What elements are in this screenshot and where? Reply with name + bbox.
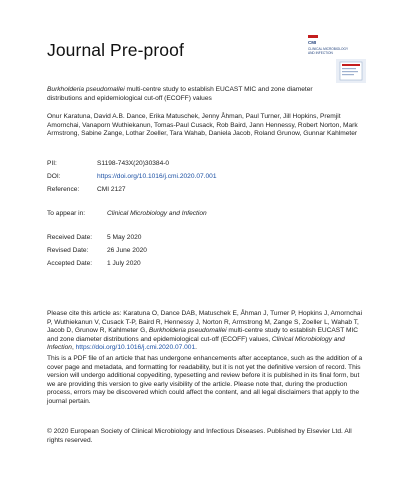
citation-separator: , [71, 344, 76, 352]
reference-label: Reference: [47, 186, 80, 193]
citation-prefix: Please cite this article as: Karatuna O, Dance DAB, Matuschek E, Åhman J, Turner P, Hopkins J, Amornchai P, Wuthiekanun V, Cusack T-P, Baird R, Hennessy J, Norton R, Armstrong M, Zange S, Zoeller L, Wahab T, Jacob D, Grunow R, Kahlmeter G, [47, 310, 363, 335]
revised-value: 26 June 2020 [107, 247, 147, 254]
journal-title: Journal Pre-proof [47, 40, 184, 60]
copyright-notice: © 2020 European Society of Clinical Microbiology and Infectious Diseases. Published by Elsevier Ltd. All rights reserved. [47, 428, 352, 444]
logo-line-1: CMI [308, 40, 317, 45]
paper-title-organism: Burkholderia pseudomallei [47, 86, 125, 93]
logo-line-2: CLINICAL MICROBIOLOGY [308, 47, 349, 51]
accepted-value: 1 July 2020 [107, 260, 141, 267]
citation-end: . [195, 344, 197, 352]
paper-title-rest: multi-centre study to establish EUCAST MIC and zone diameter distributions and epidemiological cut-off (ECOFF) values [47, 86, 313, 102]
reference-value: CMI 2127 [97, 186, 126, 193]
to-appear-label: To appear in: [47, 210, 86, 217]
journal-name: Clinical Microbiology and Infection [107, 210, 207, 217]
logo-line-3: AND INFECTION [308, 51, 333, 55]
doi-label: DOI: [47, 173, 61, 180]
accepted-label: Accepted Date: [47, 260, 93, 267]
citation-organism: Burkholderia pseudomallei [148, 327, 227, 335]
cmi-logo-icon [306, 33, 368, 85]
citation-paragraph [47, 310, 367, 353]
author-list: Onur Karatuna, David A.B. Dance, Erika Matuschek, Jenny Åhman, Paul Turner, Jill Hopkins, Premjit Amornchai, Vanaporn Wuthiekanun, Tomas-Paul Cusack, Rob Baird, Jann Hennessy, Robert Norton, Mark Armstrong, Sabine Zange, Lothar Zoeller, Tara Wahab, Daniela Jacob, Roland Grunow, Gunnar Kahlmeter [47, 113, 358, 138]
journal-logo [306, 33, 368, 85]
revised-label: Revised Date: [47, 247, 89, 254]
doi-link[interactable]: https://doi.org/10.1016/j.cmi.2020.07.001 [97, 173, 217, 180]
pre-proof-notice: This is a PDF file of an article that has undergone enhancements after acceptance, such as the addition of a cover page and metadata, and formatting for readability, but it is not yet the definitive version of record. This version will undergo additional copyediting, typesetting and review before it is published in its final form, but we are providing this version to give early visibility of the article. Please note that, during the production process, errors may be discovered which could affect the content, and all legal disclaimers that apply to the journal pertain. [47, 355, 363, 405]
citation-middle: multi-centre study to establish EUCAST MIC and zone diameter distributions and epidemiological cut-off (ECOFF) values, [47, 327, 359, 343]
citation-journal: Clinical Microbiology and Infection [47, 335, 345, 352]
paper-title [47, 86, 347, 103]
citation-doi-link[interactable]: https://doi.org/10.1016/j.cmi.2020.07.001 [75, 344, 196, 352]
pii-value: S1198-743X(20)30384-0 [97, 160, 170, 167]
pii-label: PII: [47, 160, 57, 167]
received-label: Received Date: [47, 234, 93, 241]
received-value: 5 May 2020 [107, 234, 142, 241]
